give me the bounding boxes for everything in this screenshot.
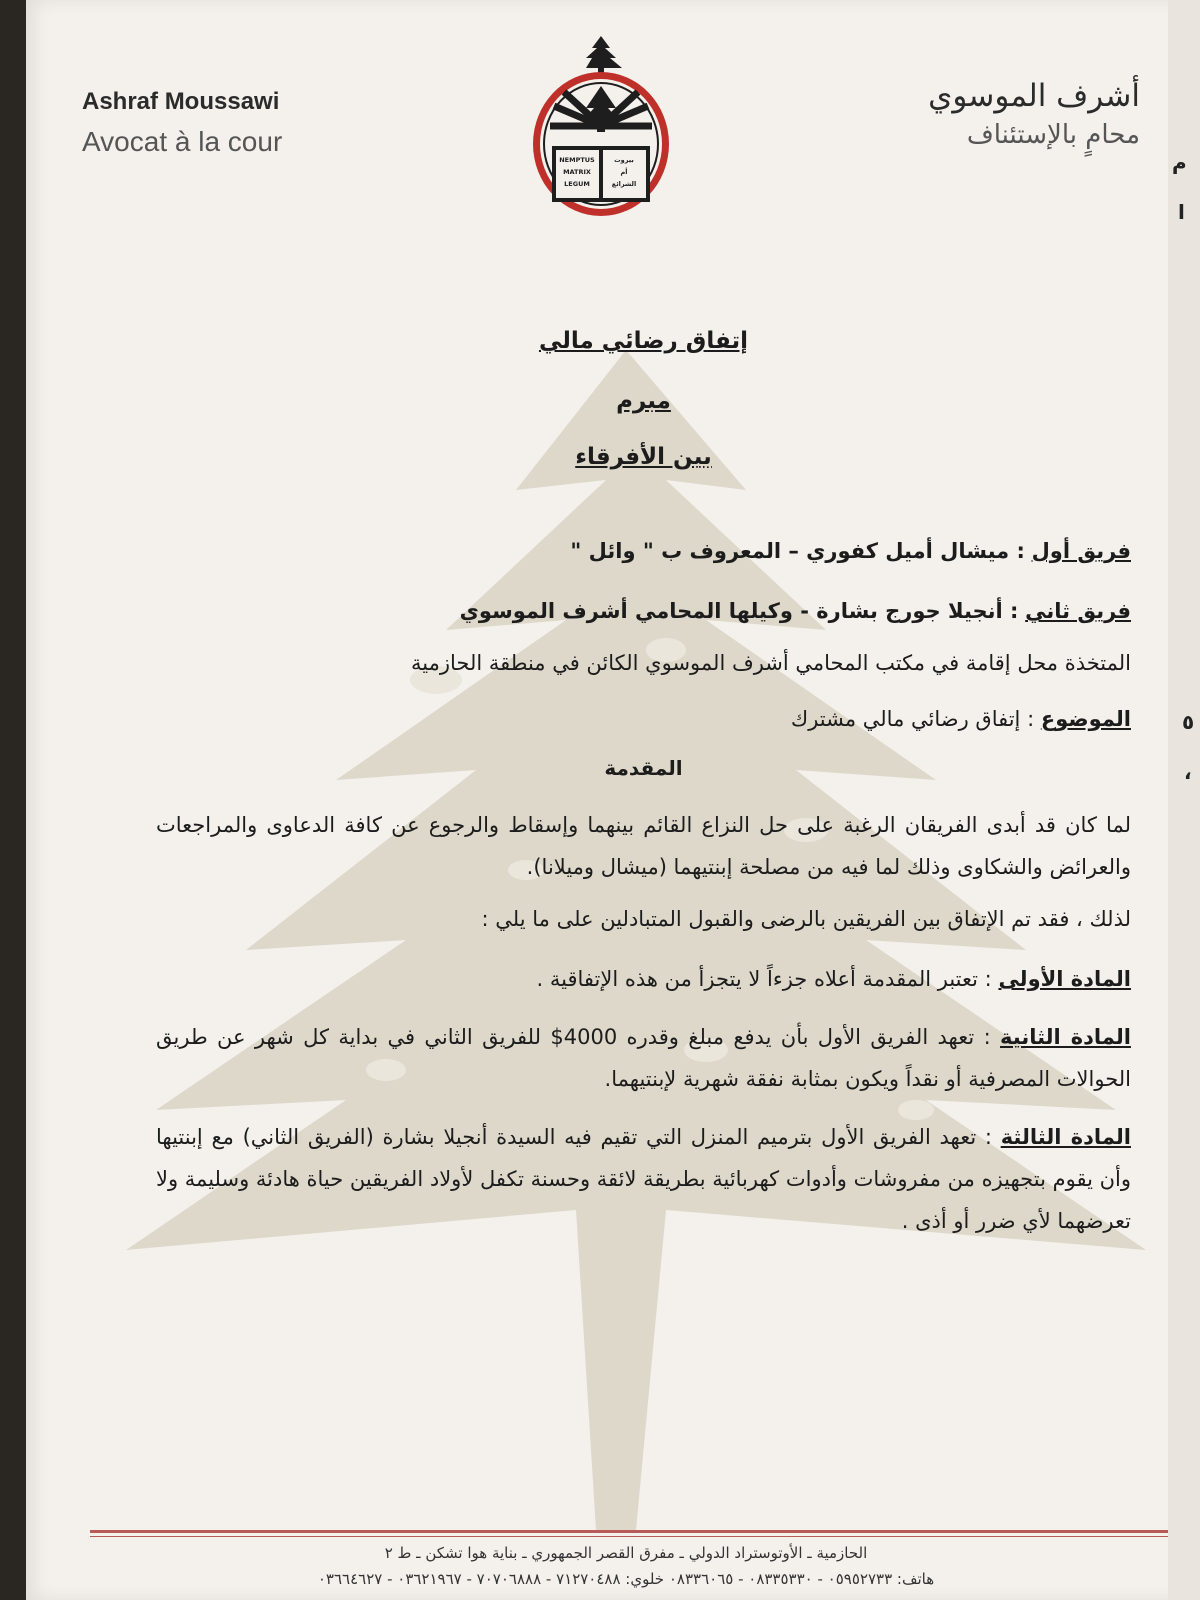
- document-title: إتفاق رضائي مالي: [538, 328, 749, 354]
- domicile-line: المتخذة محل إقامة في مكتب المحامي أشرف الموسوي الكائن في منطقة الحازمية: [411, 651, 1131, 675]
- lawyer-name-arabic-block: [928, 78, 1140, 150]
- party2-label: فريق ثاني: [1025, 599, 1131, 623]
- agreement-line: لذلك ، فقد تم الإتفاق بين الفريقين بالرضى والقبول المتبادلين على ما يلي :: [481, 907, 1131, 931]
- party2-value: أنجيلا جورج بشارة - وكيلها المحامي أشرف الموسوي: [459, 599, 1003, 623]
- lawyer-title-arabic: محامٍ بالإستئناف: [966, 120, 1140, 150]
- article2-text: تعهد الفريق الأول بأن يدفع مبلغ وقدره 4000$ للفريق الثاني في بداية كل شهر عن طريق الحوالات المصرفية أو نقداً ويكون بمثابة نفقة شهرية لإبنتيهما.: [156, 1025, 1131, 1091]
- lawyer-title-latin: Avocat à la cour: [82, 126, 283, 157]
- lawyer-name-arabic: أشرف الموسوي: [928, 78, 1140, 114]
- party1-label: فريق أول: [1031, 539, 1131, 563]
- seal-text-laws: الشرائع: [611, 180, 637, 188]
- intro-heading: المقدمة: [604, 756, 683, 780]
- party1-line: فريق أول : ميشال أميل كفوري – المعروف ب " وائل ": [570, 539, 1131, 563]
- document-subtitle-parties: بين الأفرقاء: [575, 444, 712, 470]
- agreement-body: [156, 318, 1131, 1242]
- seal-text-umm: أم: [620, 168, 628, 176]
- party1-value: ميشال أميل كفوري – المعروف ب " وائل ": [570, 539, 1010, 563]
- document-page: [26, 0, 1200, 1600]
- article3: المادة الثالثة : تعهد الفريق الأول بترميم المنزل التي تقيم فيه السيدة أنجيلا بشارة (الفريق الثاني) مع إبنتيها وأن يقوم بتجهيزه من مفروشات وأدوات كهربائية بطريقة لائقة وحسنة تكفل لأولاد الفريقين حياة هادئة وسليمة ولا تعرضهما لأي ضرر أو أذى .: [156, 1125, 1131, 1233]
- seal-text-beirut: بيروت: [614, 156, 634, 164]
- article1-label: المادة الأولى: [998, 967, 1131, 991]
- lawyer-name-latin: Ashraf Moussawi: [82, 88, 280, 115]
- party2-line: فريق ثاني : أنجيلا جورج بشارة - وكيلها المحامي أشرف الموسوي: [459, 599, 1131, 623]
- footer-address: الحازمية ـ الأوتوستراد الدولي ـ مفرق القصر الجمهوري ـ بناية هوا تشكن ـ ط ٢: [384, 1544, 868, 1562]
- seal-text-nemptus: NEMPTUS: [559, 156, 595, 164]
- lebanese-bar-seal-icon: [526, 34, 676, 226]
- article1: المادة الأولى : تعتبر المقدمة أعلاه جزءاً لا يتجزأ من هذه الإتفاقية .: [536, 967, 1131, 991]
- footer-rule-thin: [90, 1536, 1170, 1537]
- footer-phones: هاتف: ٠٥٩٥٢٧٣٣ - ٠٨٣٣٥٣٣٠ - ٠٨٣٣٦٠٦٥ خلوي: ٧١٢٧٠٤٨٨ - ٧٠٧٠٦٨٨٨ - ٠٣٦٢١٩٦٧ - ٠٣٦٦٤٦٢٧: [317, 1570, 935, 1588]
- adjacent-page-edge: م ا ٥ ،: [1168, 0, 1200, 1600]
- lawyer-name-latin-block: [82, 88, 282, 158]
- document-subtitle: مبرم: [616, 388, 671, 414]
- subject-value: إتفاق رضائي مالي مشترك: [790, 707, 1021, 731]
- seal-text-matrix: MATRIX: [563, 168, 591, 176]
- footer-rule: [90, 1530, 1170, 1533]
- seal-text-legum: LEGUM: [564, 180, 590, 188]
- subject-label: الموضوع: [1040, 707, 1131, 731]
- article1-text: تعتبر المقدمة أعلاه جزءاً لا يتجزأ من هذه الإتفاقية .: [536, 967, 978, 991]
- subject-line: الموضوع : إتفاق رضائي مالي مشترك: [790, 707, 1131, 731]
- article2: المادة الثانية : تعهد الفريق الأول بأن يدفع مبلغ وقدره 4000$ للفريق الثاني في بداية كل شهر عن طريق الحوالات المصرفية أو نقداً ويكون بمثابة نفقة شهرية لإبنتيهما.: [156, 1025, 1131, 1091]
- intro-paragraph: لما كان قد أبدى الفريقان الرغبة على حل النزاع القائم بينهما وإسقاط والرجوع عن كافة الدعاوى والمراجعات والعرائض والشكاوى وذلك لما فيه من مصلحة إبنتيهما (ميشال وميلانا).: [156, 813, 1131, 879]
- article2-label: المادة الثانية: [1000, 1025, 1131, 1049]
- article3-label: المادة الثالثة: [1000, 1125, 1131, 1149]
- article3-text: تعهد الفريق الأول بترميم المنزل التي تقيم فيه السيدة أنجيلا بشارة (الفريق الثاني) مع إبنتيها وأن يقوم بتجهيزه من مفروشات وأدوات كهربائية بطريقة لائقة وحسنة تكفل لأولاد الفريقين حياة هادئة وسليمة ولا تعرضهما لأي ضرر أو أذى .: [156, 1125, 1131, 1233]
